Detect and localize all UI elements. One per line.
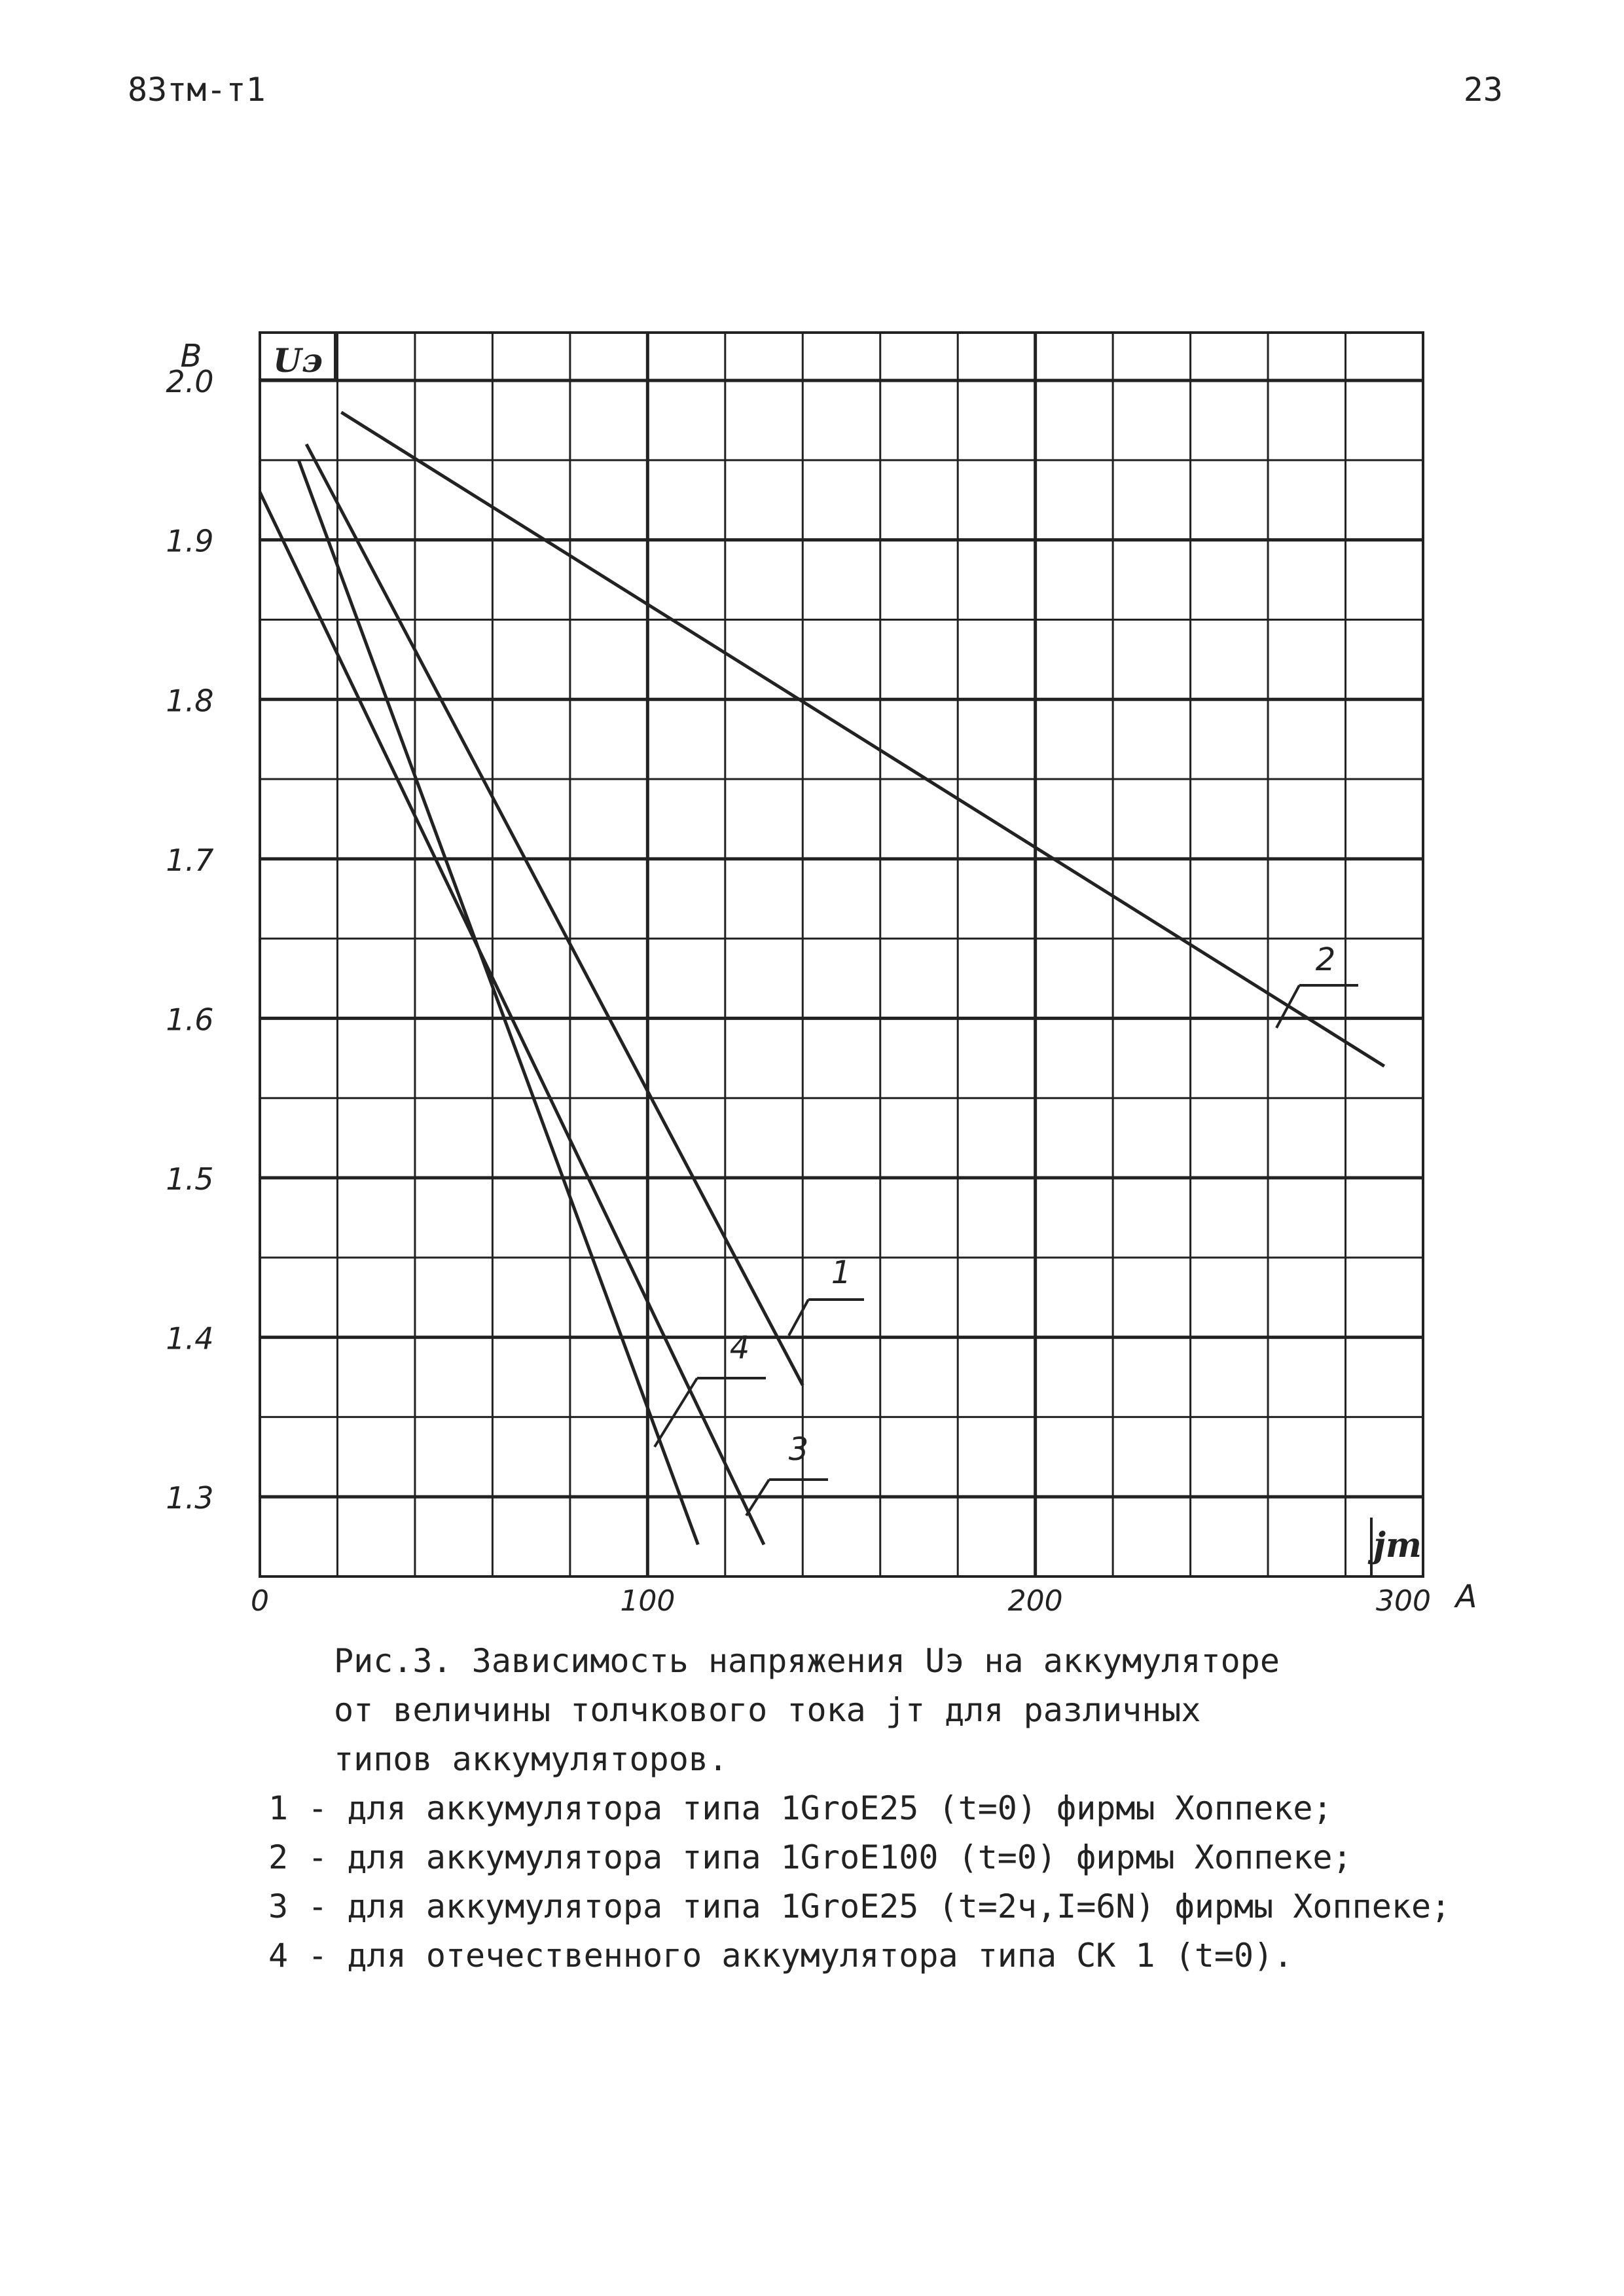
y-axis-label: Uэ <box>273 341 323 380</box>
series-label: 2 <box>1315 941 1336 978</box>
caption-line: Рис.3. Зависимость напряжения Uэ на аккумуляторе <box>334 1642 1280 1680</box>
series-line <box>341 412 1384 1066</box>
y-tick-label: 1.6 <box>166 1002 214 1038</box>
page-number: 23 <box>1463 71 1503 109</box>
x-tick-label: 0 <box>251 1584 269 1618</box>
x-tick-label: 200 <box>1007 1584 1063 1618</box>
y-tick-label: 1.5 <box>166 1161 214 1197</box>
y-tick-label: 1.4 <box>166 1321 214 1357</box>
y-unit-label: В <box>180 338 202 374</box>
chart-ticks <box>166 364 1431 1618</box>
legend-item: 3 - для аккумулятора типа 1GroE25 (t=2ч,I=6N) фирмы Хоппеке; <box>268 1887 1451 1925</box>
document-id: 83тм-т1 <box>128 71 266 109</box>
legend-item: 1 - для аккумулятора типа 1GroE25 (t=0) фирмы Хоппеке; <box>268 1789 1333 1827</box>
caption-line: типов аккумуляторов. <box>334 1740 729 1778</box>
x-axis-label: jт <box>1373 1525 1422 1565</box>
series-leader-line <box>1276 985 1299 1028</box>
legend-item: 2 - для аккумулятора типа 1GroE100 (t=0) фирмы Хоппеке; <box>268 1838 1352 1876</box>
legend-item: 4 - для отечественного аккумулятора типа СК 1 (t=0). <box>268 1937 1293 1975</box>
x-unit-label: А <box>1455 1578 1477 1615</box>
series-leader-line <box>789 1300 808 1336</box>
y-tick-label: 1.8 <box>166 683 214 719</box>
legend-list <box>268 1784 1451 1980</box>
x-tick-label: 300 <box>1376 1584 1431 1618</box>
chart-grid <box>260 333 1423 1576</box>
series-label: 3 <box>788 1431 809 1468</box>
chart-labels <box>181 333 1477 1615</box>
y-tick-label: 1.9 <box>166 523 214 559</box>
caption-line: от величины толчкового тока jт для различных <box>334 1691 1201 1729</box>
y-tick-label: 1.7 <box>166 842 214 878</box>
series-leader-line <box>655 1378 697 1447</box>
plot-frame <box>260 333 1423 1576</box>
figure-caption <box>334 1637 1280 1784</box>
chart-series <box>260 412 1384 1544</box>
series-line <box>306 445 803 1385</box>
series-line <box>298 460 698 1544</box>
y-tick-label: 1.3 <box>166 1480 214 1516</box>
x-tick-label: 100 <box>620 1584 676 1618</box>
series-label: 1 <box>831 1254 852 1291</box>
y-tick-label: 2.0 <box>166 364 214 400</box>
series-label: 4 <box>729 1330 750 1366</box>
